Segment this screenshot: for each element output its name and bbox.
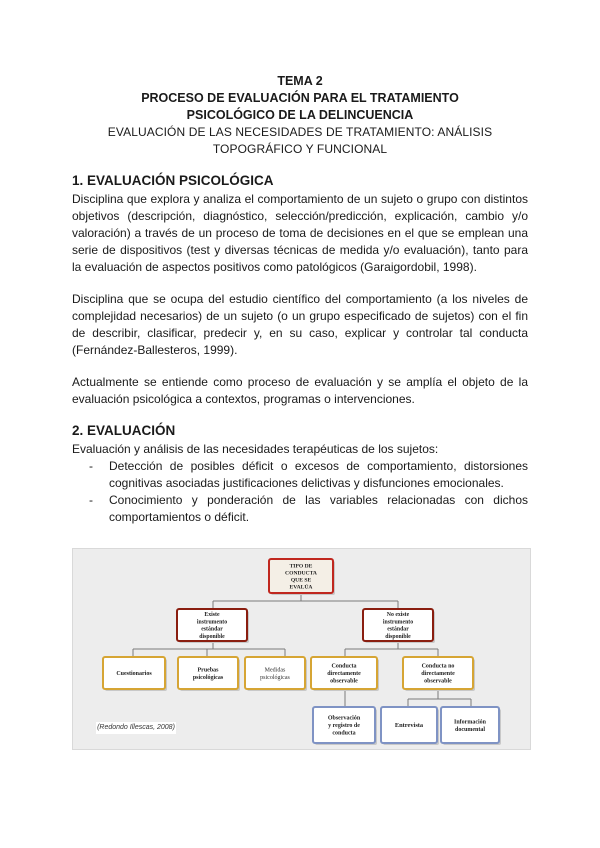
section-1-heading: 1. EVALUACIÓN PSICOLÓGICA xyxy=(72,173,274,188)
section-2-intro: Evaluación y análisis de las necesidades terapéuticas de los sujetos: xyxy=(72,442,439,456)
branch-node-no-standard-instrument-text-3: estándar xyxy=(387,626,409,633)
mid-node-not-directly-observable-text-3: observable xyxy=(424,678,452,685)
mid-node-not-directly-observable-text-2: directamente xyxy=(421,671,455,678)
mid-node-directly-observable-text-1: Conducta xyxy=(331,663,357,670)
leaf-node-questionnaires-text-1: Cuestionarios xyxy=(116,671,152,678)
bottom-node-observation-record-text-1: Observación xyxy=(327,715,361,722)
section-1-paragraph-1: Disciplina que explora y analiza el comportamiento de un sujeto o grupo con distintos objetivos (descripción, diagnóstico, selección/predicción, explicación, cambio y/o valoración) a través de un proceso de toma de decisiones en el que se emplean una serie de dispositivos (test y diversas técnicas de medida y/o evaluación), tanto para la evaluación de aspectos positivos como patológicos (Garaigordobil, 1998). xyxy=(72,192,528,274)
evaluation-flow-diagram xyxy=(72,548,531,750)
branch-node-standard-instrument-text-3: estándar xyxy=(201,626,223,633)
root-node-type-of-behavior-text-3: QUE SE xyxy=(290,577,312,584)
root-node-type-of-behavior-text-2: CONDUCTA xyxy=(285,570,317,577)
leaf-node-psychological-measures-text-2: psicológicas xyxy=(260,674,290,681)
branch-node-standard-instrument-text-1: Existe xyxy=(204,612,220,619)
branch-node-no-standard-instrument-text-4: disponible xyxy=(385,633,411,640)
document-subtitle-line-2: TOPOGRÁFICO Y FUNCIONAL xyxy=(212,142,388,156)
bottom-node-documentary-info-text-1: Información xyxy=(454,719,486,726)
mid-node-directly-observable-text-3: observable xyxy=(330,678,358,685)
topic-number: TEMA 2 xyxy=(277,74,323,88)
leaf-node-psychological-tests-text-1: Pruebas xyxy=(197,667,219,674)
bullet-item-1: - Detección de posibles déficit o excesos de comportamiento, distorsiones cognitivas asociadas justificaciones delictivas y disfunciones emocionales. xyxy=(72,458,528,492)
branch-node-no-standard-instrument-text-2: instrumento xyxy=(382,619,414,626)
bottom-node-documentary-info-text-2: documental xyxy=(455,726,485,733)
branch-node-standard-instrument-text-2: instrumento xyxy=(196,619,228,626)
document-page xyxy=(72,72,528,526)
section-1-paragraph-2: Disciplina que se ocupa del estudio científico del comportamiento (a los niveles de complejidad necesarios) de un sujeto (o un grupo especificado de sujetos) con el fin de describir, clasificar, predecir y, en su caso, explicar y controlar tal conducta (Fernández-Ballesteros, 1999). xyxy=(72,292,528,357)
branch-node-standard-instrument-text-4: disponible xyxy=(199,633,225,640)
bottom-node-observation-record-text-2: y registro de xyxy=(328,723,360,730)
document-subtitle-line-1: EVALUACIÓN DE LAS NECESIDADES DE TRATAMIENTO: ANÁLISIS xyxy=(107,125,493,139)
bottom-node-interview-text-1: Entrevista xyxy=(394,722,424,730)
bullet-item-2: - Conocimiento y ponderación de las variables relacionadas con dichos comportamientos o déficit. xyxy=(72,492,528,526)
section-2-heading: 2. EVALUACIÓN xyxy=(72,423,176,438)
root-node-type-of-behavior-text-1: TIPO DE xyxy=(289,563,313,570)
leaf-node-psychological-tests-text-2: psicológicas xyxy=(192,674,224,681)
diagram-canvas xyxy=(73,549,530,749)
leaf-node-psychological-measures-text-1: Medidas xyxy=(264,667,286,674)
branch-node-no-standard-instrument-text-1: No existe xyxy=(386,612,410,619)
document-title-line-1: PROCESO DE EVALUACIÓN PARA EL TRATAMIENTO xyxy=(141,91,459,105)
root-node-type-of-behavior-text-4: EVALÚA xyxy=(289,584,313,591)
bottom-node-observation-record-text-3: conducta xyxy=(332,730,356,737)
document-title-line-2: PSICOLÓGICO DE LA DELINCUENCIA xyxy=(186,108,414,122)
section-2-bullet-list xyxy=(72,458,528,526)
section-1-paragraph-3: Actualmente se entiende como proceso de evaluación y se amplía el objeto de la evaluación psicológica a contextos, programas o intervenciones. xyxy=(72,375,528,406)
diagram-citation: (Redondo Illescas, 2008) xyxy=(96,722,176,734)
mid-node-not-directly-observable-text-1: Conducta no xyxy=(421,663,455,670)
mid-node-directly-observable-text-2: directamente xyxy=(327,671,361,678)
